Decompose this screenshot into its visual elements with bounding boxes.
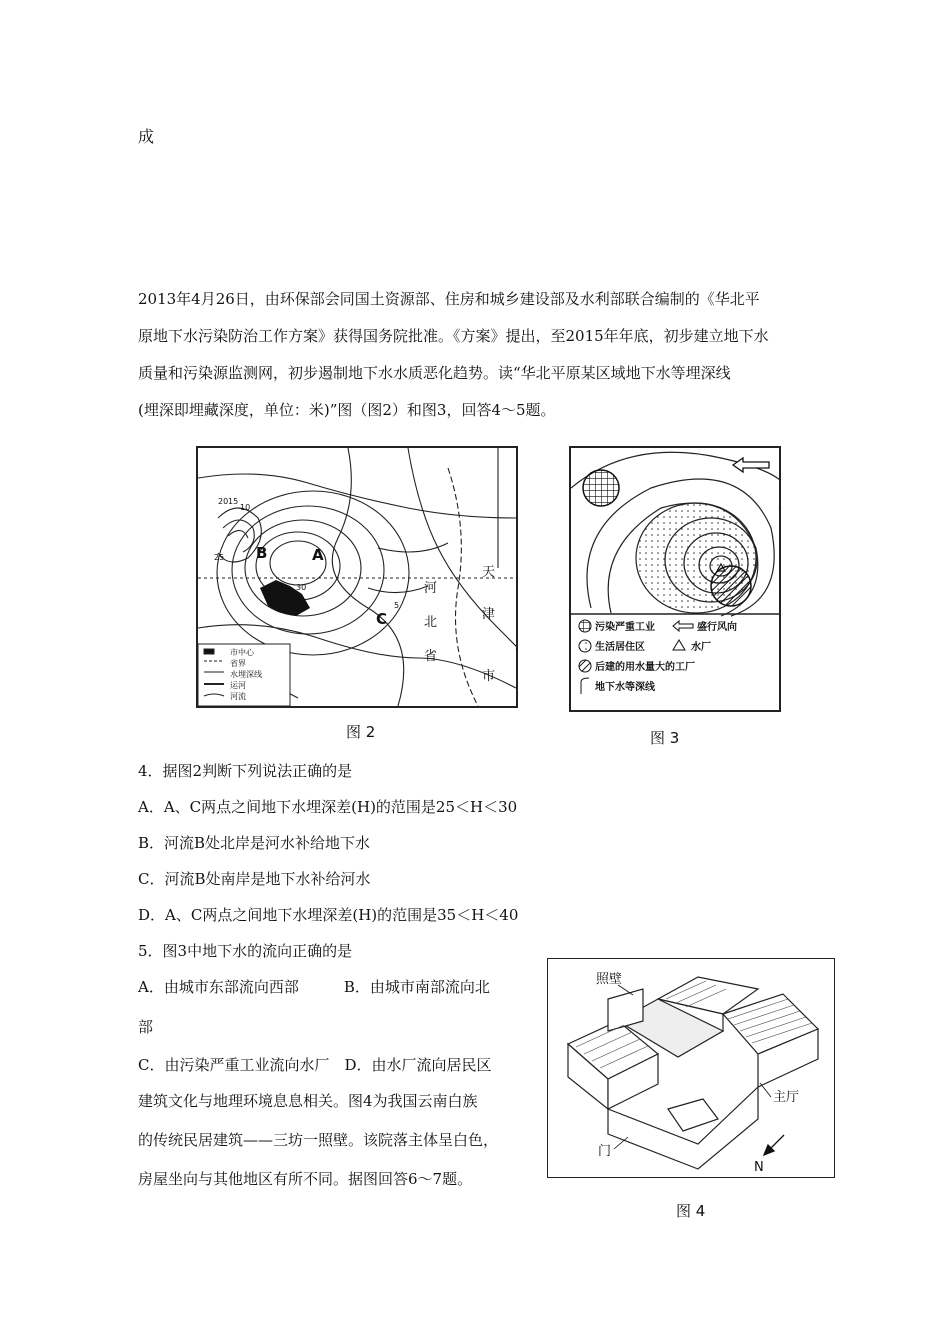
contour-20: 20 [218, 497, 229, 506]
q4-stem: 4．据图2判断下列说法正确的是 [138, 762, 353, 780]
q4-option-c: C．河流B处南岸是地下水补给河水 [138, 870, 371, 888]
legend-polluting-industry: 污染严重工业 [595, 622, 655, 633]
figure-4-svg [548, 959, 834, 1177]
contour-10: 10 [240, 503, 251, 512]
figure-3-caption: 图 3 [650, 729, 680, 747]
q4-option-a: A．A、C两点之间地下水埋深差(H)的范围是25＜H＜30 [138, 798, 518, 816]
q4-option-d: D．A、C两点之间地下水埋深差(H)的范围是35＜H＜40 [138, 906, 519, 924]
q5-stem: 5．图3中地下水的流向正确的是 [138, 942, 353, 960]
point-c-label: C [376, 610, 388, 628]
place-he: 河 [424, 581, 438, 596]
north-arrow-icon [764, 1135, 784, 1155]
figure-4-illustration [547, 958, 835, 1178]
point-a-label: A [312, 546, 324, 564]
top-char: 成 [138, 127, 155, 146]
wind-arrow-icon [733, 458, 769, 472]
place-tian: 天 [482, 565, 496, 580]
label-gate: 门 [598, 1144, 612, 1159]
figure-3-map-svg [571, 448, 779, 710]
contour-5: 5 [394, 601, 400, 610]
q4-option-b: B．河流B处北岸是河水补给地下水 [138, 834, 371, 852]
figure-2-map [196, 446, 518, 708]
contour-25: 25 [214, 553, 225, 562]
intro2-line-3: 房屋坐向与其他地区有所不同。据图回答6～7题。 [138, 1170, 473, 1188]
figure-3-map [569, 446, 781, 712]
q5-options-cd: C．由污染严重工业流向水厂 D．由水厂流向居民区 [138, 1056, 492, 1074]
label-zhaobi: 照壁 [596, 972, 623, 987]
intro-line-4: (埋深即埋藏深度，单位：米)”图（图2）和图3，回答4～5题。 [138, 401, 556, 419]
place-shi: 市 [482, 669, 496, 684]
legend-river: 河流 [230, 692, 246, 701]
figure-2-caption: 图 2 [346, 723, 376, 741]
place-jin: 津 [482, 607, 496, 622]
contour-30: 30 [296, 583, 307, 592]
new-factory-symbol [711, 566, 751, 606]
intro-line-2: 原地下水污染防治工作方案》获得国务院批准。《方案》提出，至2015年年底，初步建立地下水 [138, 327, 769, 345]
label-main-hall: 主厅 [773, 1090, 800, 1105]
legend-depth-line: 水埋深线 [230, 670, 262, 679]
intro2-line-1: 建筑文化与地理环境息息相关。图4为我国云南白族 [138, 1092, 478, 1110]
legend-new-factory: 后建的用水量大的工厂 [595, 662, 695, 673]
label-north: N [754, 1160, 764, 1175]
legend-groundwater-contour: 地下水等深线 [595, 682, 655, 693]
figure-2-map-svg [198, 448, 516, 706]
point-b-label: B [256, 544, 268, 562]
legend-canal: 运河 [230, 681, 246, 690]
intro2-line-2: 的传统民居建筑——三坊一照壁。该院落主体呈白色， [138, 1131, 499, 1149]
polluting-industry-symbol [583, 470, 619, 506]
intro-line-1: 2013年4月26日，由环保部会同国土资源部、住房和城乡建设部及水利部联合编制的《华北平 [138, 290, 760, 308]
legend-residential: 生活居住区 [595, 642, 645, 653]
q5-options-ab: A．由城市东部流向西部 B．由城市南部流向北 [138, 978, 490, 996]
place-sheng: 省 [424, 649, 438, 664]
legend-prevailing-wind: 盛行风向 [697, 622, 737, 633]
legend-city-center: 市中心 [230, 648, 254, 657]
place-bei: 北 [424, 615, 438, 630]
intro-line-3: 质量和污染源监测网，初步遏制地下水水质恶化趋势。读“华北平原某区域地下水等埋深线 [138, 364, 731, 382]
figure-4-caption: 图 4 [676, 1202, 706, 1220]
q5-options-ab-cont: 部 [138, 1018, 154, 1036]
legend-water-plant: 水厂 [691, 642, 711, 653]
contour-15: 15 [228, 497, 239, 506]
legend-province-border: 省界 [230, 659, 246, 668]
